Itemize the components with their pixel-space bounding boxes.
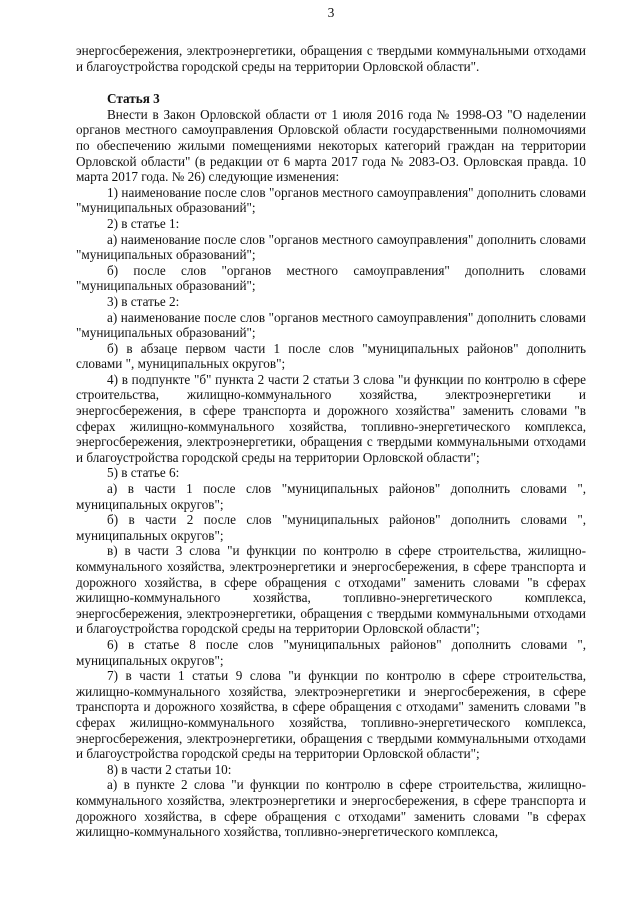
article-title: Статья 3 — [107, 91, 160, 107]
article-paragraph: 6) в статье 8 после слов "муниципальных районов" дополнить словами ", муниципальных округов"; — [76, 636, 586, 668]
article-paragraph: 1) наименование после слов "органов местного самоуправления" дополнить словами "муниципальных образований"; — [76, 184, 586, 216]
article-paragraph: а) в пункте 2 слова "и функции по контролю в сфере строительства, жилищно-коммунального хозяйства, электроэнергетики и энергосбережения, в сфере транспорта и дорожного хозяйства, в сфере обращения с отходами" заменить словами "в сферах жилищно-коммунального хозяйства, топливно-энергетического комплекса, — [76, 777, 586, 840]
article-paragraph: 4) в подпункте "б" пункта 2 части 2 статьи 3 слова "и функции по контролю в сфере строительства, жилищно-коммунального хозяйства, электроэнергетики и энергосбережения, в сфере транспорта и дорожного хозяйства" заменить словами "в сферах жилищно-коммунального хозяйства, топливно-энергетического комплекса, энергосбережения, электроэнергетики, обращения с твердыми коммунальными отходами и благоустройства городской среды на территории Орловской области"; — [76, 371, 586, 465]
article-paragraph: 2) в статье 1: — [107, 215, 180, 231]
article-paragraph: 8) в части 2 статьи 10: — [107, 761, 232, 777]
page-number: 3 — [327, 5, 335, 20]
article-paragraph: а) наименование после слов "органов местного самоуправления" дополнить словами "муниципальных образований"; — [76, 309, 586, 341]
article-paragraph: 5) в статье 6: — [107, 465, 180, 481]
intro-continuation: энергосбережения, электроэнергетики, обращения с твердыми коммунальными отходами и благоустройства городской среды на территории Орловской области". — [76, 43, 586, 74]
article-paragraph: а) в части 1 после слов "муниципальных районов" дополнить словами ", муниципальных округов"; — [76, 481, 586, 512]
article-paragraph: 7) в части 1 статьи 9 слова "и функции по контролю в сфере строительства, жилищно-коммунального хозяйства, электроэнергетики и энергосбережения, в сфере транспорта и дорожного хозяйства, в сфере обращения с отходами" заменить словами "в сферах жилищно-коммунального хозяйства, топливно-энергетического комплекса, энергосбережения, электроэнергетики, обращения с твердыми коммунальными отходами и благоустройства городской среды на территории Орловской области"; — [76, 668, 586, 762]
article-paragraph: б) после слов "органов местного самоуправления" дополнить словами "муниципальных образований"; — [76, 262, 586, 294]
article-paragraph: в) в части 3 слова "и функции по контролю в сфере строительства, жилищно-коммунального хозяйства, электроэнергетики и энергосбережения, в сфере транспорта и дорожного хозяйства, в сфере обращения с отходами" заменить словами "в сферах жилищно-коммунального хозяйства, топливно-энергетического комплекса, энергосбережения, электроэнергетики, обращения с твердыми коммунальными отходами и благоустройства городской среды на территории Орловской области"; — [76, 543, 586, 637]
article-paragraph: б) в части 2 после слов "муниципальных районов" дополнить словами ", муниципальных округов"; — [76, 512, 586, 543]
document-body — [76, 43, 586, 840]
article-paragraph: а) наименование после слов "органов местного самоуправления" дополнить словами "муниципальных образований"; — [76, 231, 586, 263]
article-paragraph: б) в абзаце первом части 1 после слов "муниципальных районов" дополнить словами ", муниципальных округов"; — [76, 340, 586, 372]
article-paragraph: Внести в Закон Орловской области от 1 июля 2016 года № 1998-ОЗ "О наделении органов местного самоуправления Орловской области государственными полномочиями по обеспечению жилыми помещениями некоторых категорий граждан на территории Орловской области" (в редакции от 6 марта 2017 года № 2083-ОЗ. Орловская правда. 10 марта 2017 года. № 26) следующие изменения: — [76, 106, 586, 185]
article-paragraph: 3) в статье 2: — [107, 293, 180, 309]
